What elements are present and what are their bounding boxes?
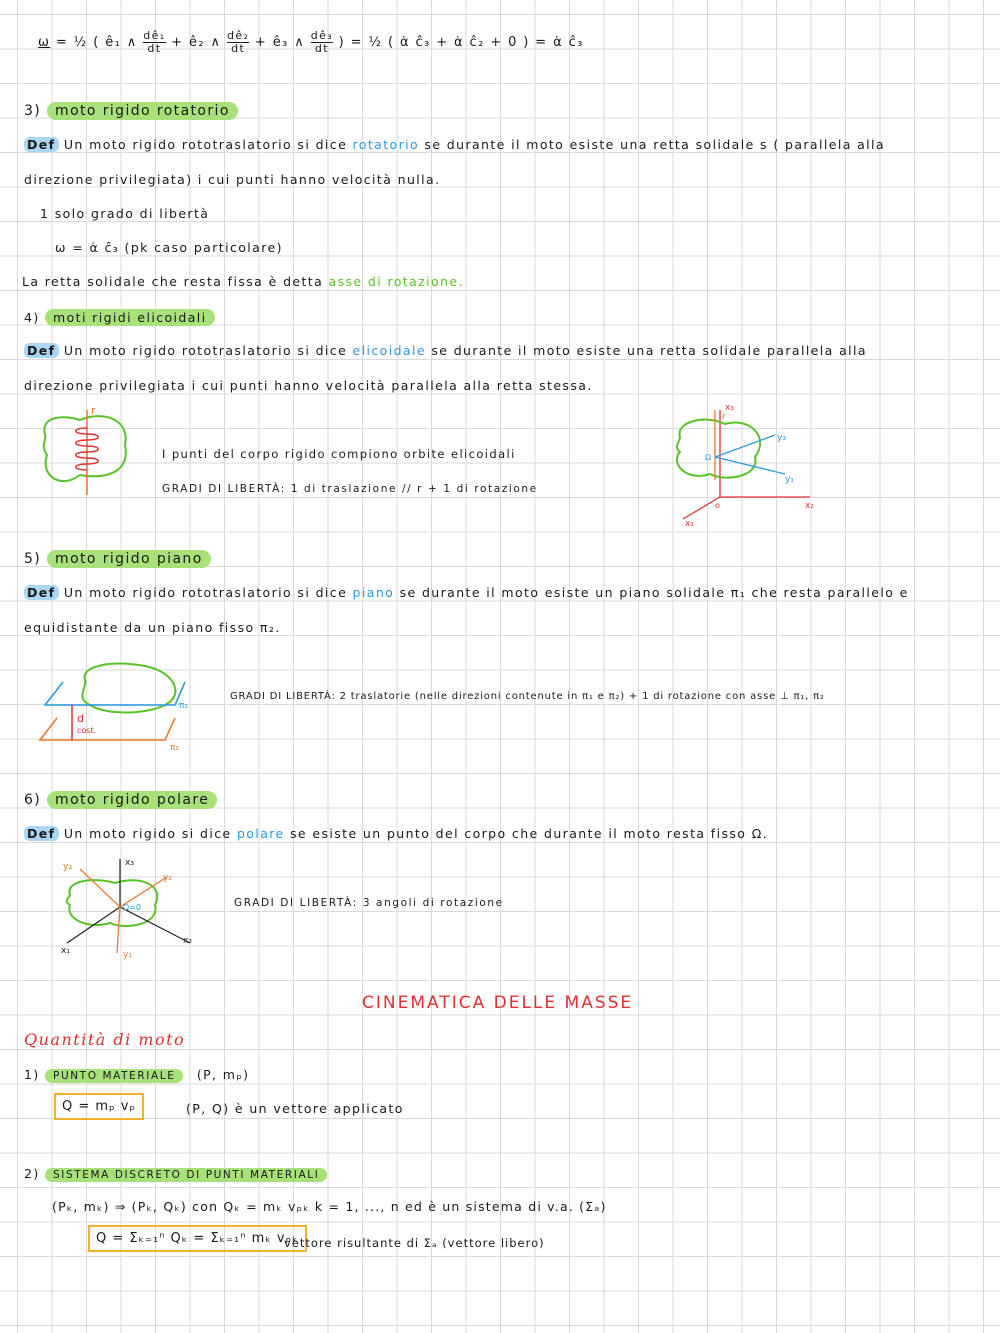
sec3-number: 3) xyxy=(24,103,42,119)
label-x2: x₂ xyxy=(805,501,814,511)
p2-line: (Pₖ, mₖ) ⇒ (Pₖ, Qₖ) con Qₖ = mₖ vₚₖ k = 1, ..., n ed è un sistema di v.a. (Σₐ) xyxy=(52,1199,607,1214)
fraction xyxy=(311,30,333,55)
def-text: se durante il moto esiste una retta solidale parallela alla xyxy=(431,343,867,358)
p1-number: 1) xyxy=(24,1067,40,1082)
p2-formula-box: Q = Σₖ₌₁ⁿ Qₖ = Σₖ₌₁ⁿ mₖ vₚₖ xyxy=(88,1225,307,1252)
sec5-dof: GRADI DI LIBERTÀ: 2 traslatorie (nelle direzioni contenute in π₁ e π₂) + 1 di rotazione con asse ⊥ π₁, π₂ xyxy=(230,691,825,702)
label-omega: Ω xyxy=(705,453,712,462)
sec5-number: 5) xyxy=(24,551,42,567)
plane-pi2 xyxy=(40,718,175,740)
fraction xyxy=(143,30,165,55)
p2-note: vettore risultante di Σₐ (vettore libero) xyxy=(284,1236,545,1250)
y3-axis xyxy=(80,869,120,907)
p1-pair: (P, mₚ) xyxy=(196,1067,250,1082)
fraction xyxy=(227,30,249,55)
label-y1: y₁ xyxy=(785,475,794,485)
y3-axis xyxy=(715,435,775,457)
sec6-number: 6) xyxy=(24,792,42,808)
def-text: Un moto rigido si dice xyxy=(63,826,232,841)
sec4-orbit-text: I punti del corpo rigido compiono orbite elicoidali xyxy=(162,447,516,461)
masses-subheading: Quantità di moto xyxy=(24,1030,186,1049)
sec5-def-line1 xyxy=(24,585,909,601)
sec4-def-line1 xyxy=(24,343,867,359)
sec5-def-line2: equidistante da un piano fisso π₂. xyxy=(24,620,281,635)
polar-motion-figure xyxy=(55,855,205,965)
label-x1: x₁ xyxy=(61,946,70,956)
sec4-heading xyxy=(24,310,215,326)
formula-part: = ½ ( ê₁ ∧ xyxy=(55,35,138,51)
def-label: Def xyxy=(24,343,59,358)
p1-formula-box: Q = mₚ vₚ xyxy=(54,1093,144,1120)
body-blob xyxy=(44,416,126,481)
p1-note: (P, Q) è un vettore applicato xyxy=(186,1101,404,1116)
label-x3: x₃ xyxy=(125,858,134,868)
label-r: r xyxy=(722,412,726,422)
omega-symbol: ω xyxy=(38,35,51,51)
formula-result: ) = ½ ( α̇ ĉ₃ + α̇ ĉ₂ + 0 ) = α̇ ĉ₃ xyxy=(338,35,584,51)
p2-heading xyxy=(24,1166,327,1183)
label-x3: x₃ xyxy=(725,403,734,413)
p2-number: 2) xyxy=(24,1166,40,1181)
helicoid-axes-figure xyxy=(665,402,825,527)
formula-part: + ê₃ ∧ xyxy=(254,35,306,51)
def-text: Un moto rigido rototraslatorio si dice xyxy=(63,137,348,152)
def-keyword: elicoidale xyxy=(352,343,426,358)
sec3-def-line2: direzione privilegiata) i cui punti hanno velocità nulla. xyxy=(24,172,441,187)
def-label: Def xyxy=(24,585,59,600)
sec4-dof: GRADI DI LIBERTÀ: 1 di traslazione // r + 1 di rotazione xyxy=(162,483,538,495)
plane-pi1 xyxy=(45,682,185,705)
label-x2: x₂ xyxy=(183,936,192,946)
r-label: r xyxy=(91,404,96,417)
plane-motion-figure xyxy=(35,660,205,755)
label-y1: y₁ xyxy=(123,950,132,960)
formula-part: + ê₂ ∧ xyxy=(171,35,222,51)
sec3-axis-line xyxy=(22,274,464,290)
sec4-def-line2: direzione privilegiata i cui punti hanno velocità parallela alla retta stessa. xyxy=(24,378,593,393)
helix-figure xyxy=(35,400,145,500)
axis-text: La retta solidale che resta fissa è detta xyxy=(22,274,324,289)
label-center: Ω=0 xyxy=(123,903,141,912)
label-cost: cost. xyxy=(77,726,97,735)
sec3-heading xyxy=(24,102,238,120)
sec3-omega-formula: ω = α̇ ĉ₃ (pk caso particolare) xyxy=(55,240,283,255)
def-text: se durante il moto esiste un piano solidale π₁ che resta parallelo e xyxy=(399,585,909,600)
sec3-dof: 1 solo grado di libertà xyxy=(40,206,210,221)
frac-num: dê₁ xyxy=(143,29,166,42)
p1-title: PUNTO MATERIALE xyxy=(45,1069,183,1083)
def-keyword: piano xyxy=(352,585,395,600)
label-y2: y₂ xyxy=(163,873,172,883)
x1-axis xyxy=(67,907,120,943)
def-text: se durante il moto esiste una retta solidale s ( parallela alla xyxy=(424,137,885,152)
p1-heading xyxy=(24,1067,249,1084)
label-pi1: π₁ xyxy=(179,701,189,711)
sec4-title: moti rigidi elicoidali xyxy=(45,309,215,326)
sec4-number: 4) xyxy=(24,310,40,325)
top-formula xyxy=(38,30,584,55)
body-blob xyxy=(677,420,760,478)
label-y3: y₃ xyxy=(777,433,786,443)
axis-keyword: asse di rotazione. xyxy=(328,274,464,289)
label-origin: o xyxy=(715,501,720,510)
def-text: Un moto rigido rototraslatorio si dice xyxy=(63,343,348,358)
sec5-heading xyxy=(24,550,211,568)
p2-title: SISTEMA DISCRETO DI PUNTI MATERIALI xyxy=(45,1168,327,1182)
def-keyword: polare xyxy=(236,826,285,841)
frac-den: dt xyxy=(231,42,246,56)
frac-num: dê₂ xyxy=(226,29,250,42)
label-pi2: π₂ xyxy=(170,743,180,753)
y1-axis xyxy=(117,907,120,953)
sec6-dof: GRADI DI LIBERTÀ: 3 angoli di rotazione xyxy=(234,897,504,909)
sec6-heading xyxy=(24,791,217,809)
frac-den: dt xyxy=(147,42,162,56)
def-label: Def xyxy=(24,137,59,152)
def-keyword: rotatorio xyxy=(352,137,420,152)
sec3-title: moto rigido rotatorio xyxy=(47,102,238,120)
sec6-title: moto rigido polare xyxy=(47,791,217,809)
def-text: Un moto rigido rototraslatorio si dice xyxy=(63,585,348,600)
sec3-def-line1 xyxy=(24,137,885,153)
label-y3: y₃ xyxy=(63,862,72,872)
frac-den: dt xyxy=(314,42,329,56)
def-label: Def xyxy=(24,826,59,841)
label-x1: x₁ xyxy=(685,519,694,529)
frac-num: dê₃ xyxy=(310,29,334,42)
masses-heading: CINEMATICA DELLE MASSE xyxy=(362,993,634,1013)
sec5-title: moto rigido piano xyxy=(47,550,211,568)
label-d: d xyxy=(77,712,84,725)
def-text: se esiste un punto del corpo che durante il moto resta fisso Ω. xyxy=(290,826,769,841)
sec6-def-line xyxy=(24,826,768,842)
